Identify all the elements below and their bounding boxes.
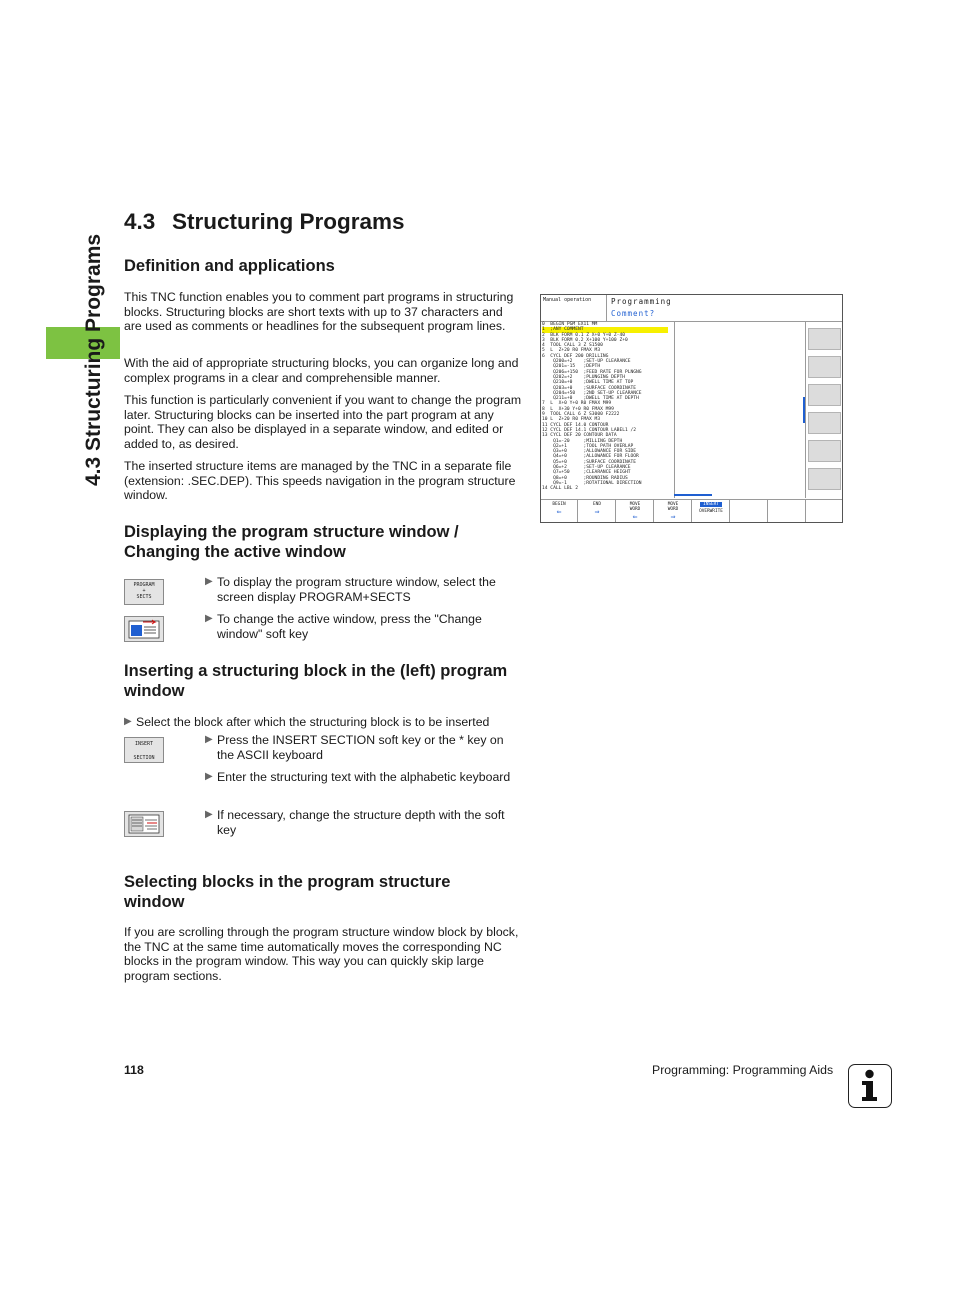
chapter-title: Programming: Programming Aids [652,1063,834,1077]
definition-paragraph-2: With the aid of appropriate structuring blocks, you can organize long and complex programs in a clear and comprehensible manner. [124,356,519,385]
program-line: 5 L Z+20 R0 FMAX M3 [542,348,601,354]
program-line: Q6=+2 ;SET-UP CLEARANCE [542,465,631,471]
program-line: 0 BEGIN PGM EX11 MM [542,322,598,327]
section-title: Structuring Programs [172,209,405,234]
insert-step-1: ▶ Press the INSERT SECTION soft key or the * key on the ASCII keyboard [205,733,504,762]
display-step-2: ▶ To change the active window, press the "Change window" soft key [205,612,482,641]
bullet-arrow-icon: ▶ [205,734,213,745]
softkey-end: END ⇒ [579,500,616,523]
vertical-softkey [808,384,841,406]
program-line: Q2=+1 ;TOOL PATH OVERLAP [542,443,634,449]
bullet-arrow-icon: ▶ [205,809,213,820]
program-line: 8 L X+30 Y+0 R0 FMAX M99 [542,406,614,412]
definition-paragraph-1: This TNC function enables you to comment part programs in structuring blocks. Structuring blocks are short texts with up to 37 characters and are used as comments or headlines for the subsequent program lines. [124,290,514,334]
vertical-softkey [808,328,841,350]
display-step-1: ▶ To display the program structure window, select the screen display PROGRAM+SECTS [205,575,496,604]
program-line: Q7=+50 ;CLEARANCE HEIGHT [542,470,631,476]
display-heading: Displaying the program structure window / Changing the active window [124,523,459,561]
insert-step-2: ▶ Enter the structuring text with the alphabetic keyboard [205,770,511,784]
program-line: 7 L X+0 Y+0 R0 FMAX M99 [542,401,612,407]
program-line: Q204=+50 ;2ND SET-UP CLEARANCE [542,390,642,396]
info-icon [848,1064,892,1108]
program-line: Q9=-1 ;ROTATIONAL DIRECTION [542,480,642,486]
screen-prompt: Comment? [611,309,656,318]
insert-step-0: ▶ Select the block after which the structuring block is to be inserted [124,715,490,729]
program-line: Q5=+0 ;SURFACE COORDINATE [542,459,637,465]
program-line: 12 CYCL DEF 14.1 CONTOUR LABEL1 /2 [542,427,637,433]
program-line: Q4=+0 ;ALLOWANCE FOR FLOOR [542,454,639,460]
softkey-insert-overwrite: INSERT OVERWRITE [693,500,730,523]
change-window-icon [125,617,163,641]
program-line: 3 BLK FORM 0.2 X+100 Y+100 Z+0 [542,337,628,343]
program-line: 9 TOOL CALL 6 Z S3000 F2222 [542,412,620,418]
program-line: Q202=+2 ;PLUNGING DEPTH [542,374,625,380]
vertical-softkey [808,412,841,434]
program-line: Q200=+2 ;SET-UP CLEARANCE [542,359,631,365]
structure-window [674,322,804,498]
softkey-empty [769,500,806,523]
program-line: 4 TOOL CALL 3 Z S1500 [542,343,603,349]
bullet-arrow-icon: ▶ [205,576,213,587]
bullet-arrow-icon: ▶ [205,771,213,782]
softkey-move-word-left: MOVE WORD ⇐ [617,500,654,523]
screen-header [541,295,842,322]
definition-paragraph-3: This function is particularly convenient if you want to change the program later. Structuring blocks can be inserted into the part program at any point. They can also be displayed in a separate window, and edited or added to, as desired. [124,393,522,451]
program-line: Q3=+0 ;ALLOWANCE FOR SIDE [542,449,637,455]
bullet-arrow-icon: ▶ [205,613,213,624]
section-number: 4.3 [124,209,156,234]
softkey-empty [807,500,843,523]
program-line: 1 ;ANY COMMENT [542,327,668,332]
program-line: Q1=-20 ;MILLING DEPTH [542,438,623,444]
softkey-move-word-right: MOVE WORD ⇒ [655,500,692,523]
program-line: Q203=+0 ;SURFACE COORDINATE [542,385,637,391]
page-number: 118 [124,1063,144,1077]
vertical-softkey [808,440,841,462]
vertical-softkey-bar [805,322,843,498]
program-line: 14 CALL LBL 2 [542,486,578,492]
screen-title: Programming [611,297,672,306]
program-line: 6 CYCL DEF 200 DRILLING [542,353,609,359]
select-paragraph: If you are scrolling through the program structure window block by block, the TNC at the same time automatically moves the corresponding NC blocks in the program window. This way you can quickly skip large program sections. [124,925,519,983]
program-line: 2 BLK FORM 0.1 Z X+0 Y+0 Z-40 [542,332,625,338]
screen-mode: Manual operation [541,295,607,321]
program-line: Q8=+0 ;ROUNDING RADIUS [542,475,628,481]
program-line: 11 CYCL DEF 14.0 CONTOUR [542,422,609,428]
insert-heading: Inserting a structuring block in the (left) program window [124,662,508,700]
change-window-softkey[interactable] [124,616,164,642]
definition-heading: Definition and applications [124,257,335,275]
structure-depth-icon [125,812,163,836]
program-line: Q201=-15 ;DEPTH [542,364,601,370]
vertical-softkey [808,468,841,490]
insert-section-softkey[interactable]: INSERT SECTION [124,737,164,763]
side-tab-label [76,212,108,488]
softkey-begin: BEGIN ⇐ [541,500,578,523]
side-tab-text: 4.3 Structuring Programs [82,233,105,486]
tnc-screenshot [540,294,843,523]
program-line: Q206=+150 ;FEED RATE FOR PLNGNG [542,369,642,375]
definition-paragraph-4: The inserted structure items are managed by the TNC in a separate file (extension: .SEC.DEP). This speeds navigation in the program structure window. [124,459,516,503]
program-line: 13 CYCL DEF 20 CONTOUR DATA [542,433,617,439]
vertical-softkey [808,356,841,378]
insert-step-3: ▶ If necessary, change the structure depth with the soft key [205,808,505,837]
program-line: Q211=+0 ;DWELL TIME AT DEPTH [542,396,639,402]
program-line: Q210=+0 ;DWELL TIME AT TOP [542,380,634,386]
program-window [541,322,675,498]
page-title [124,209,405,235]
program-line: 10 L Z+20 R0 FMAX M3 [542,417,601,423]
structure-depth-softkey[interactable] [124,811,164,837]
bullet-arrow-icon: ▶ [124,716,132,727]
program-sects-softkey[interactable]: PROGRAM + SECTS [124,579,164,605]
softkey-empty [731,500,768,523]
horizontal-softkey-bar [541,499,842,523]
select-heading: Selecting blocks in the program structure window [124,873,451,911]
